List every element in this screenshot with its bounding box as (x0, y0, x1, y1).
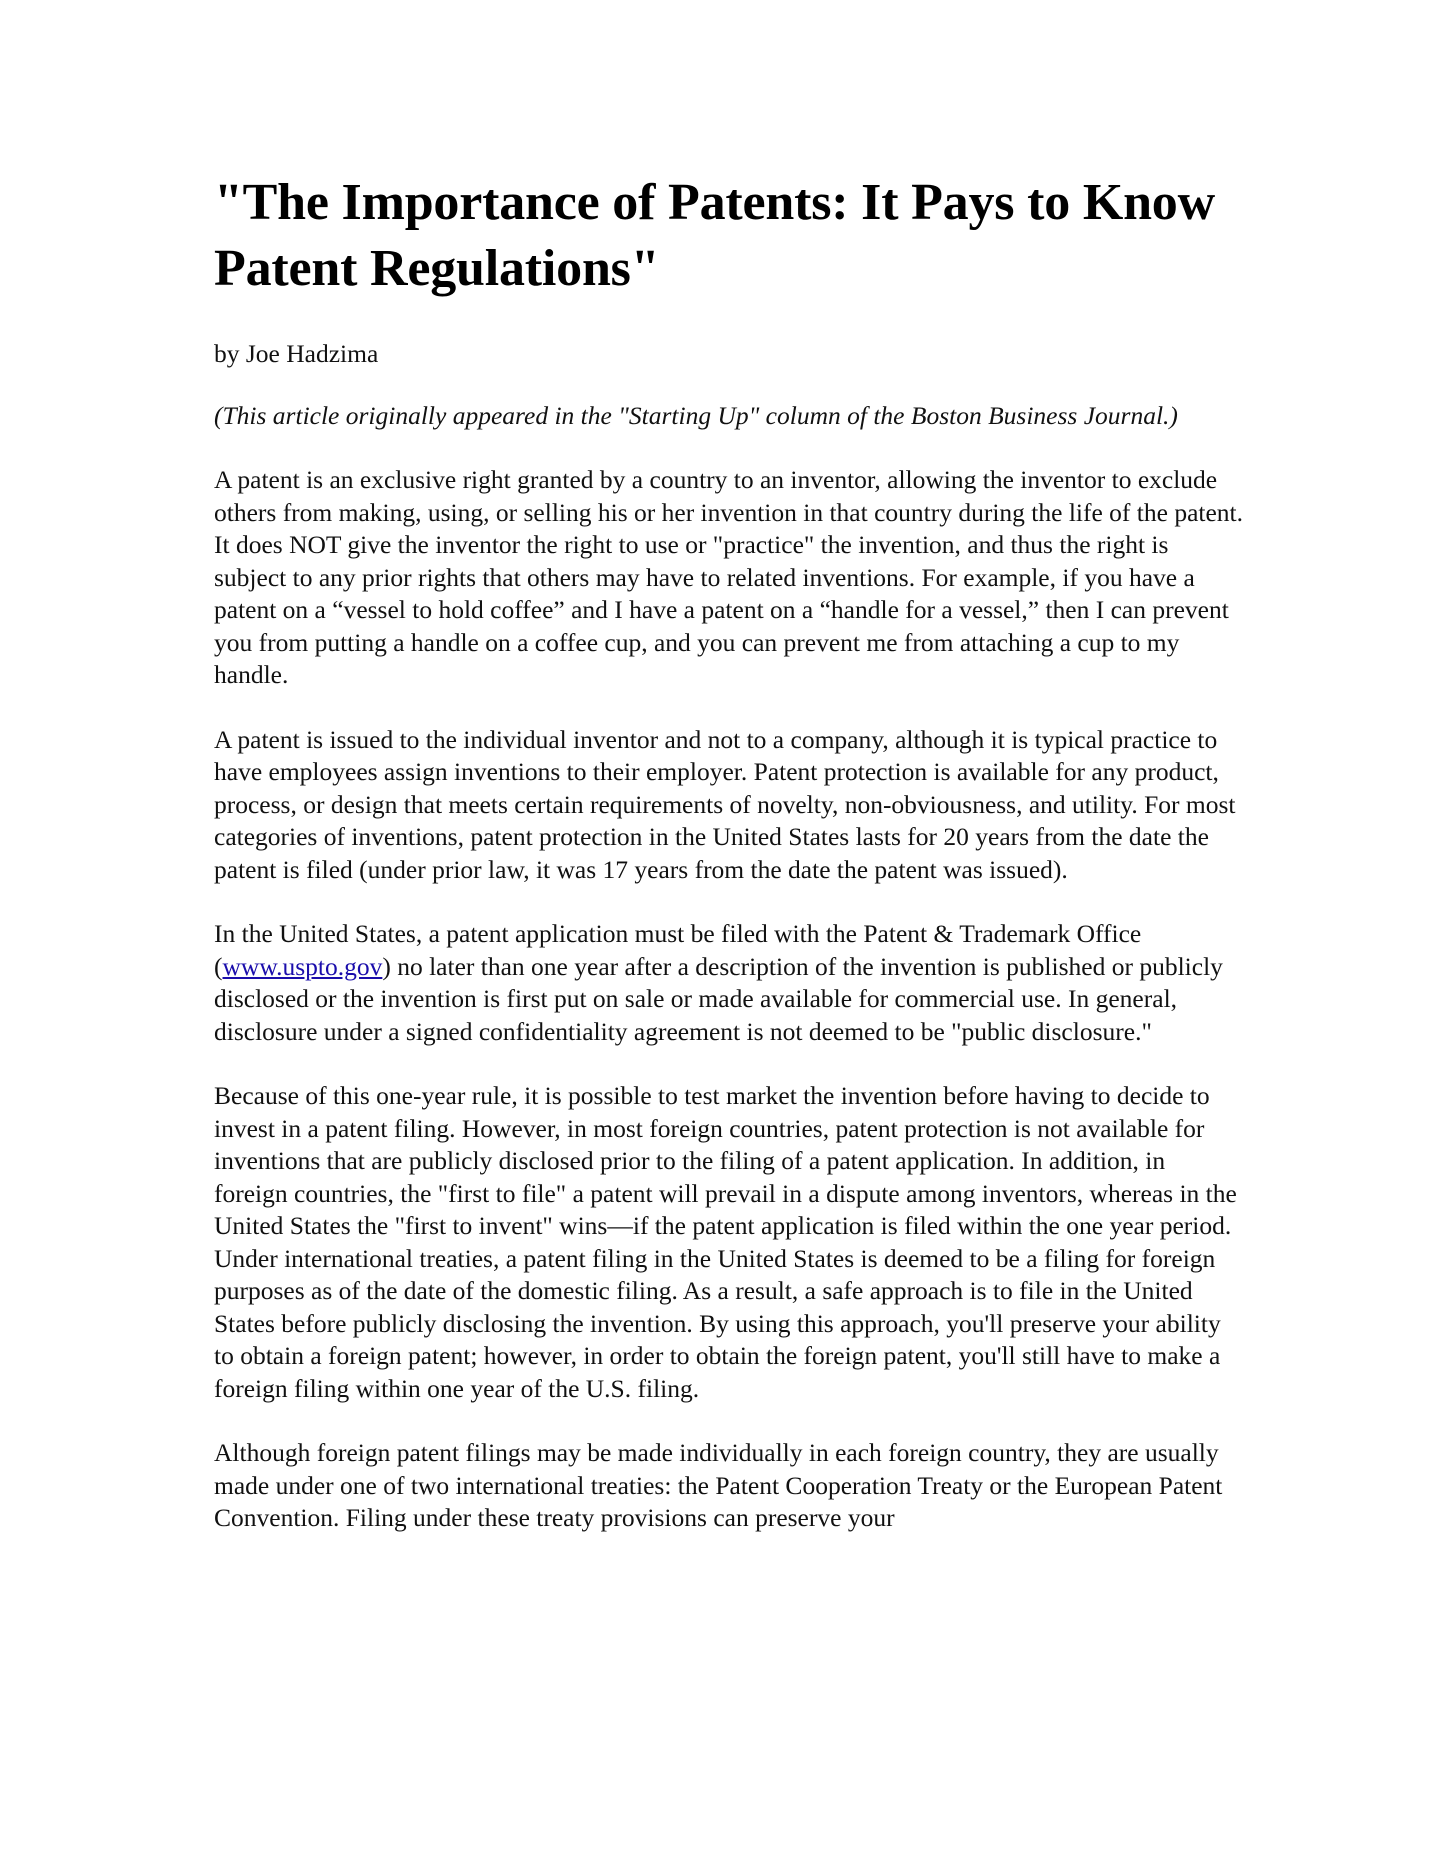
paragraph-3-text-after: ) no later than one year after a description of the invention is published or publicly disclosed or the invention is first put on sale or made available for commercial use. In general, disclosure under a signed confidentiality agreement is not deemed to be "public disclosure." (214, 951, 1223, 1046)
uspto-link[interactable]: www.uspto.gov (222, 951, 383, 981)
paragraph-3-text-before: In the United States, a patent application must be filed with the Patent & Trademark Office ( (214, 919, 1142, 981)
paragraph-2: A patent is issued to the individual inventor and not to a company, although it is typical practice to have employees assign inventions to their employer. Patent protection is available for any product, process, or design that meets certain requirements of novelty, non-obviousness, and utility. For most categories of inventions, patent protection in the United States lasts for 20 years from the date the patent is filed (under prior law, it was 17 years from the date the patent was issued). (214, 724, 1236, 884)
article-title: "The Importance of Patents: It Pays to Know Patent Regulations" (214, 174, 1215, 297)
paragraph-1: A patent is an exclusive right granted by a country to an inventor, allowing the inventor to exclude others from making, using, or selling his or her invention in that country during the life of the patent. It does NOT give the inventor the right to use or "practice" the invention, and thus the right is subject to any prior rights that others may have to related inventions. For example, if you have a patent on a “vessel to hold coffee” and I have a patent on a “handle for a vessel,” then I can prevent you from putting a handle on a coffee cup, and you can prevent me from attaching a cup to my handle. (214, 465, 1244, 689)
article-source-note: (This article originally appeared in the "Starting Up" column of the Boston Business Journal.) (214, 401, 1178, 430)
paragraph-5: Although foreign patent filings may be made individually in each foreign country, they are usually made under one of two international treaties: the Patent Cooperation Treaty or the European Patent Convention. Filing under these treaty provisions can preserve your (214, 1438, 1223, 1532)
paragraph-3 (214, 918, 1244, 1048)
article-page (214, 170, 1244, 1535)
paragraph-4: Because of this one-year rule, it is possible to test market the invention before having to decide to invest in a patent filing. However, in most foreign countries, patent protection is not available for inventions that are publicly disclosed prior to the filing of a patent application. In addition, in foreign countries, the "first to file" a patent will prevail in a dispute among inventors, whereas in the United States the "first to invent" wins—if the patent application is filed within the one year period. Under international treaties, a patent filing in the United States is deemed to be a filing for foreign purposes as of the date of the domestic filing. As a result, a safe approach is to file in the United States before publicly disclosing the invention. By using this approach, you'll preserve your ability to obtain a foreign patent; however, in order to obtain the foreign patent, you'll still have to make a foreign filing within one year of the U.S. filing. (214, 1081, 1237, 1403)
article-byline: by Joe Hadzima (214, 339, 379, 368)
